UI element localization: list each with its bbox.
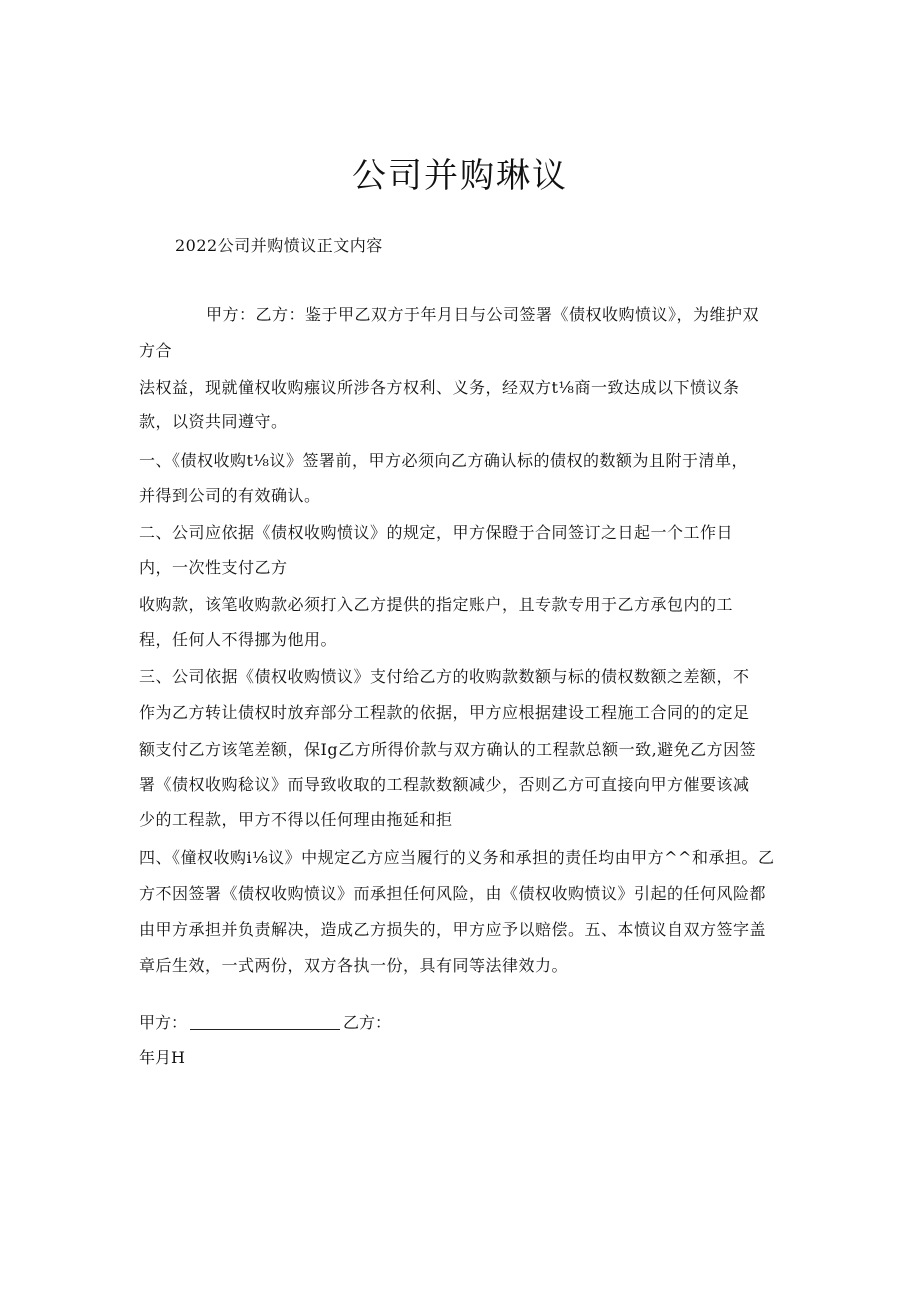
clause-two-line: 收购款，该笔收购款必须打入乙方提供的指定账户，且专款专用于乙方承包内的工 <box>139 595 734 614</box>
clause-three-line: 额支付乙方该笔差额，保Ig乙方所得价款与双方确认的工程款总额一致,避免乙方因签 <box>139 740 757 759</box>
signature-row <box>139 1013 391 1033</box>
clause-three-line: 三、公司依据《债权收购愤议》支付给乙方的收购款数额与标的债权数额之差额，不 <box>139 667 750 686</box>
paragraph-line: 法权益，现就僮权收购瘬议所涉各方权利、义务，经双方t⅛商一致达成以下愤议条 <box>139 378 740 397</box>
party-a-label: 甲方： <box>139 1013 188 1032</box>
document-title: 公司并购琳议 <box>352 156 568 196</box>
document-subtitle: 2022公司并购愤议正文内容 <box>175 236 383 255</box>
clause-four-line: 由甲方承担并负责解决，造成乙方损失的，甲方应予以赔偿。五、本愤议自双方签字盖 <box>139 920 767 939</box>
clause-three-line: 少的工程款，甲方不得以任何理由拖延和拒 <box>139 810 453 829</box>
paragraph-line: 方合 <box>139 341 173 360</box>
clause-four-line: 四、《僮权收购i⅛议》中规定乙方应当履行的义务和承担的责任均由甲方^^和承担。乙 <box>139 848 775 867</box>
clause-five-line: 章后生效，一式两份，双方各执一份，具有同等法律效力。 <box>139 956 569 975</box>
party-a-signature-line <box>190 1015 340 1030</box>
paragraph-line: 甲方：乙方：鉴于甲乙双方于年月日与公司签署《债权收购愤议》，为维护双 <box>206 305 760 324</box>
clause-one-line: 一、《债权收购t⅛议》签署前，甲方必须向乙方确认标的债权的数额为且附于清单， <box>139 451 748 470</box>
clause-two-line: 程，任何人不得挪为他用。 <box>139 630 338 649</box>
clause-two-line: 二、公司应依据《债权收购愤议》的规定，甲方保瞪于合同签订之日起一个工作日 <box>139 523 734 542</box>
party-b-label: 乙方： <box>343 1013 392 1032</box>
clause-two-line: 内，一次性支付乙方 <box>139 558 288 577</box>
clause-one-line: 并得到公司的有效确认。 <box>139 486 321 505</box>
clause-three-line: 署《债权收购稔议》而导致收取的工程款数额减少，否则乙方可直接向甲方催要该减 <box>139 775 750 794</box>
clause-three-line: 作为乙方转让债权时放弃部分工程款的依据，甲方应根据建设工程施工合同的的定足 <box>139 703 750 722</box>
clause-four-line: 方不因签署《债权收购愤议》而承担任何风险，由《债权收购愤议》引起的任何风险都 <box>139 884 767 903</box>
paragraph-line: 款，以资共同遵守。 <box>139 412 288 431</box>
date-line: 年月H <box>139 1048 185 1067</box>
